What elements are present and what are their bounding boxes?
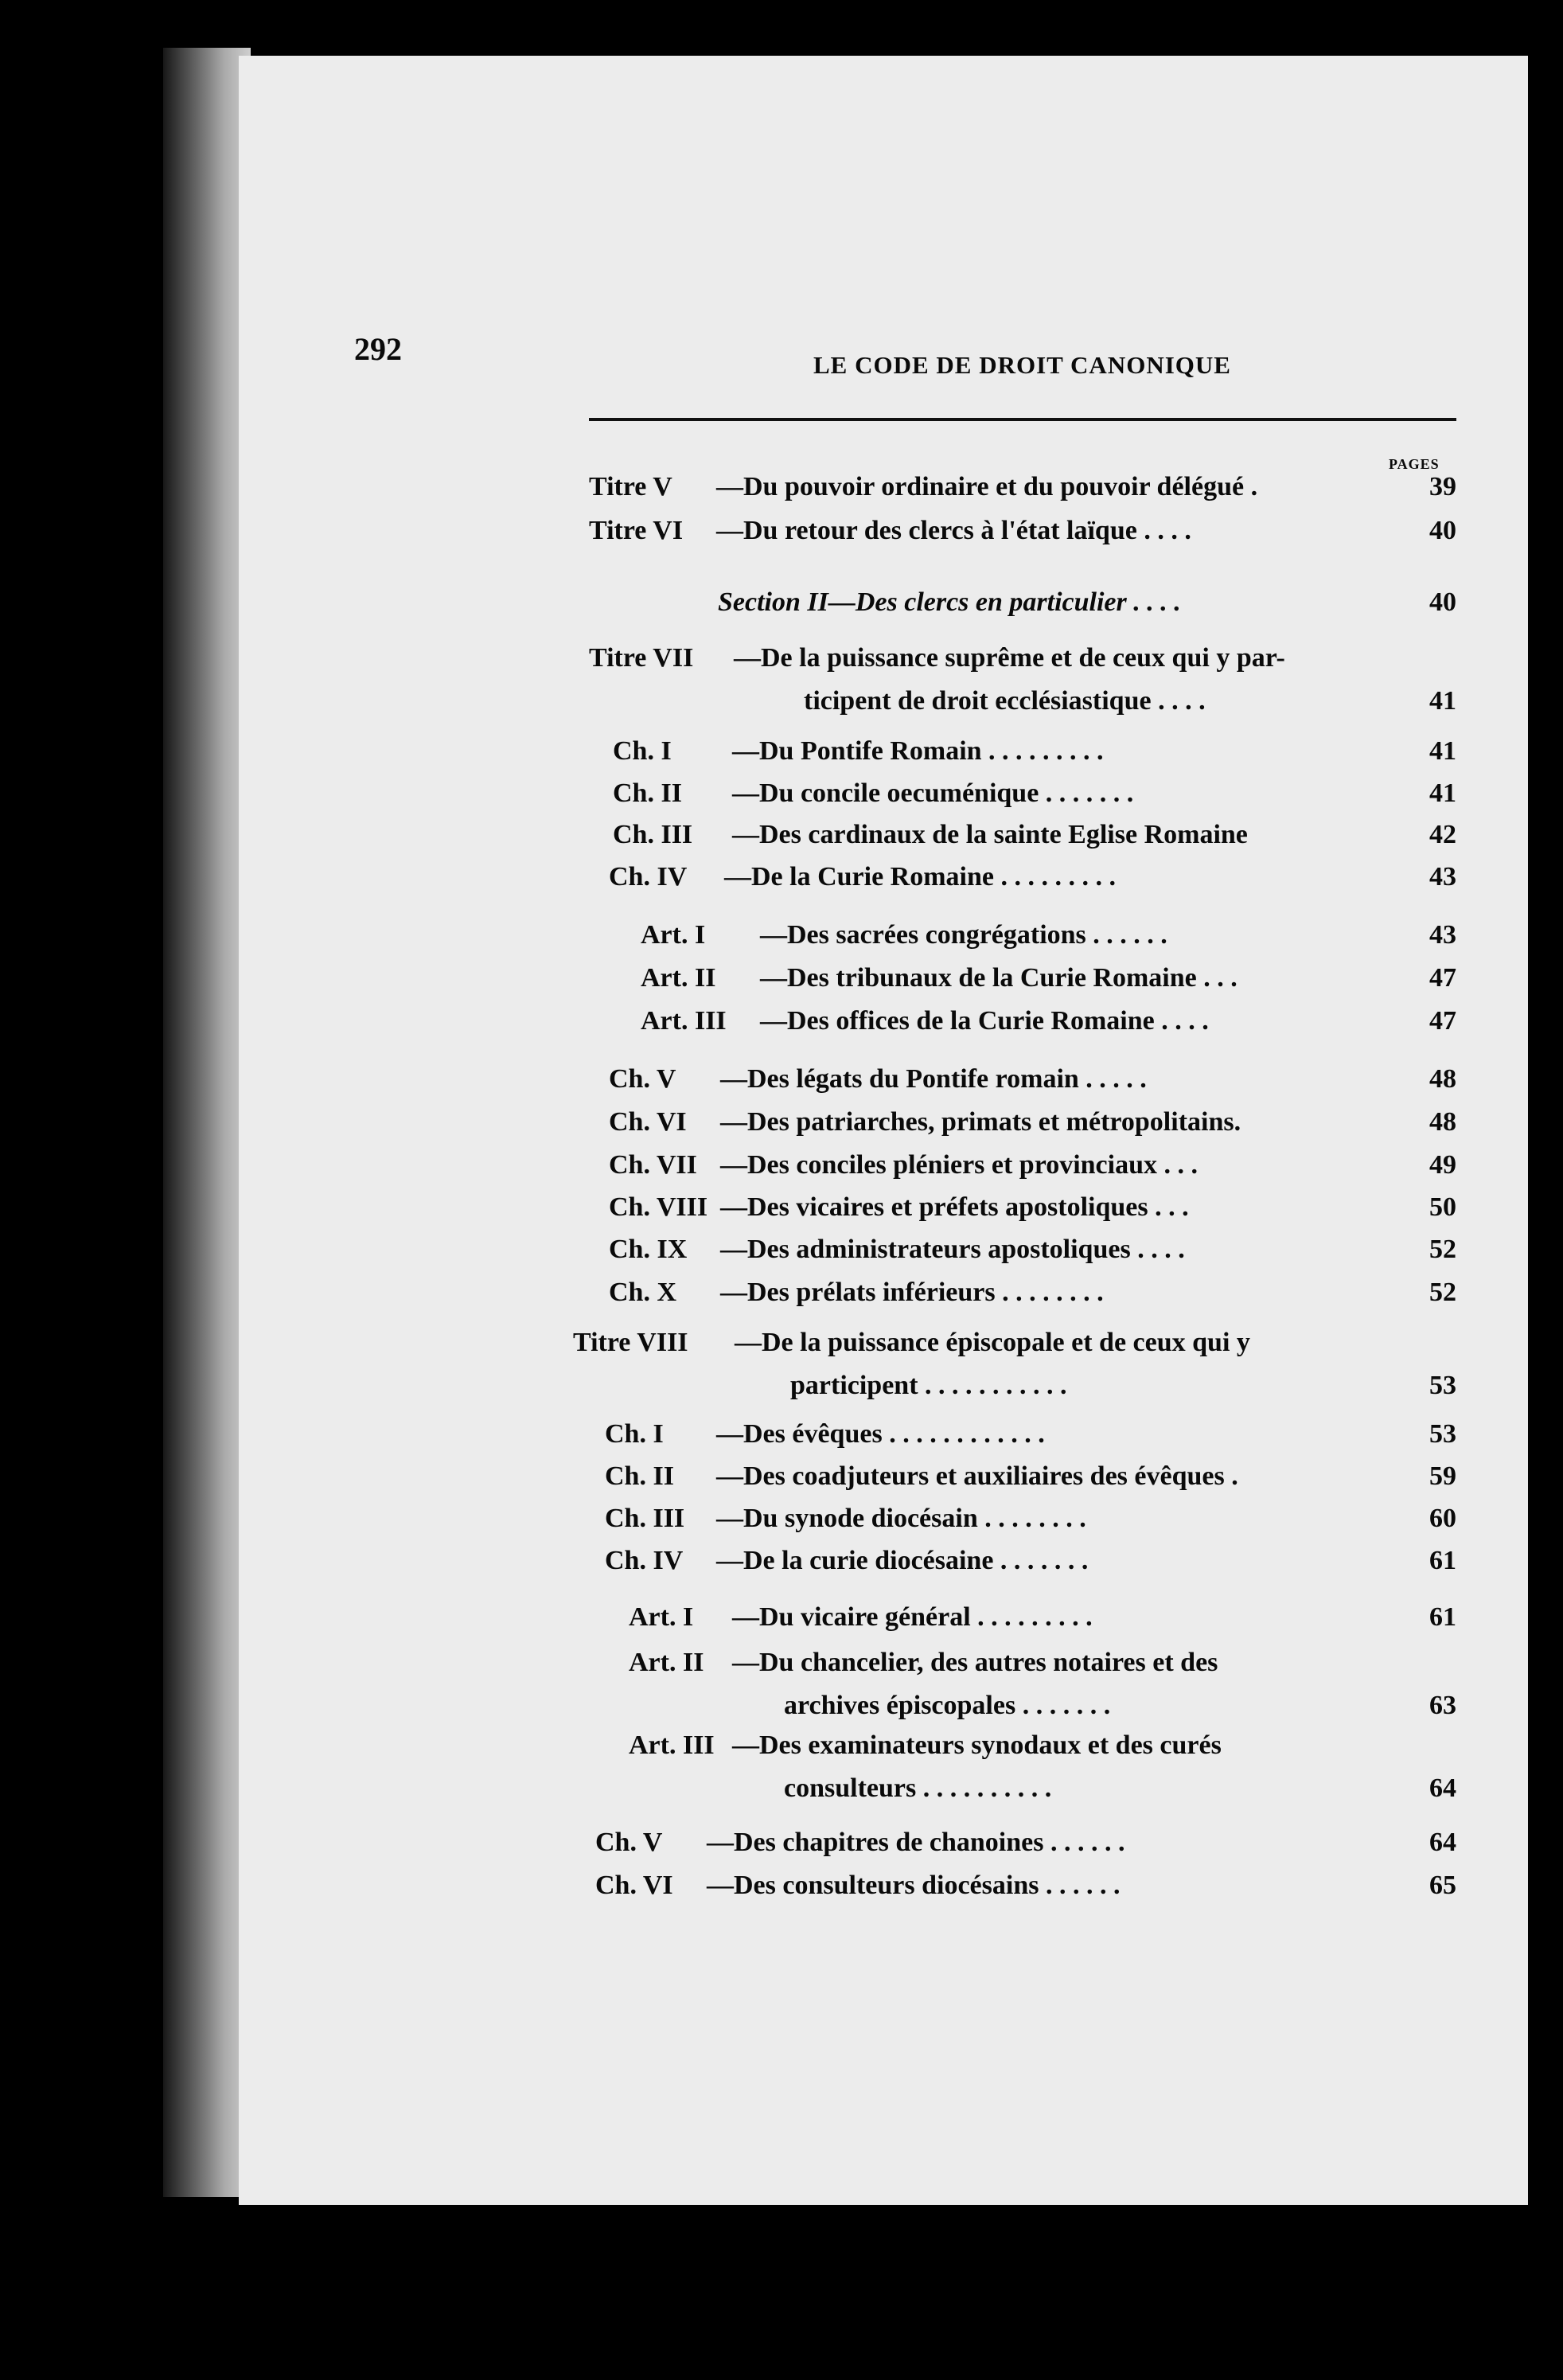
toc-entry (0, 637, 1456, 723)
toc-entry (0, 509, 1456, 552)
toc-entry-label: Ch. VII (609, 1150, 697, 1180)
toc-entry-label: Ch. V (595, 1828, 663, 1857)
toc-entry-page: 52 (1429, 1235, 1456, 1264)
toc-entry-label: Ch. X (609, 1278, 677, 1307)
toc-entry-page: 47 (1429, 1006, 1456, 1036)
toc-entry (0, 1724, 1456, 1810)
toc-entry-title: Section II—Des clercs en particulier . . . . (718, 587, 1181, 617)
toc-entry-label: Art. I (641, 920, 706, 950)
toc-entry (0, 581, 1456, 624)
toc-entry (0, 856, 1456, 899)
toc-entry-title-continued: participent . . . . . . . . . . . (790, 1371, 1067, 1400)
toc-entry (0, 1144, 1456, 1187)
toc-entry-title-continued: archives épiscopales . . . . . . . (784, 1691, 1111, 1720)
toc-entry-page: 48 (1429, 1107, 1456, 1137)
toc-entry-title: —Des chapitres de chanoines . . . . . . (707, 1828, 1125, 1857)
toc-entry-page: 47 (1429, 963, 1456, 993)
toc-entry-label: Ch. III (613, 820, 693, 849)
toc-entry-title: —Des administrateurs apostoliques . . . . (720, 1235, 1185, 1264)
toc-entry-page: 43 (1429, 920, 1456, 950)
toc-entry-title: —Des conciles pléniers et provinciaux . . . (720, 1150, 1198, 1180)
toc-entry (0, 1497, 1456, 1540)
toc-entry-title: —Du synode diocésain . . . . . . . . (716, 1504, 1086, 1533)
toc-entry-label: Art. I (629, 1602, 694, 1632)
toc-entry-page: 49 (1429, 1150, 1456, 1180)
toc-entry-label: Ch. I (613, 736, 672, 766)
toc-entry (0, 466, 1456, 509)
toc-entry-page: 40 (1429, 587, 1456, 617)
toc-entry (0, 914, 1456, 957)
toc-entry-title: —De la puissance suprême et de ceux qui y par- (734, 643, 1285, 673)
toc-entry (0, 957, 1456, 1000)
toc-entry (0, 1413, 1456, 1456)
toc-entry-title: —Du retour des clercs à l'état laïque . . . . (716, 516, 1191, 545)
toc-entry-page: 64 (1429, 1828, 1456, 1857)
toc-entry (0, 1058, 1456, 1101)
toc-entry-label: Titre VII (589, 643, 694, 673)
toc-entry-page: 41 (1429, 686, 1456, 716)
toc-entry-page: 53 (1429, 1371, 1456, 1400)
toc-entry (0, 1641, 1456, 1727)
toc-entry-page: 61 (1429, 1602, 1456, 1632)
toc-entry-title: —Des consulteurs diocésains . . . . . . (707, 1871, 1121, 1900)
toc-entry-label: Titre VI (589, 516, 684, 545)
toc-entry-title: —Du chancelier, des autres notaires et des (732, 1648, 1218, 1677)
toc-entry (0, 1864, 1456, 1907)
toc-entry-page: 52 (1429, 1278, 1456, 1307)
toc-entry-label: Ch. I (605, 1419, 664, 1449)
toc-entry-page: 42 (1429, 820, 1456, 849)
toc-entry-title: —Du pouvoir ordinaire et du pouvoir délégué . (716, 472, 1258, 501)
toc-entry-page: 41 (1429, 736, 1456, 766)
toc-entry-label: Ch. II (605, 1461, 674, 1491)
toc-entry-title: —Du Pontife Romain . . . . . . . . . (732, 736, 1104, 766)
toc-entry (0, 1271, 1456, 1314)
toc-entry (0, 1321, 1456, 1407)
toc-entry-title: —Des légats du Pontife romain . . . . . (720, 1064, 1147, 1094)
page-number: 292 (354, 331, 402, 367)
toc-entry-page: 53 (1429, 1419, 1456, 1449)
toc-entry-page: 63 (1429, 1691, 1456, 1720)
toc-entry-label: Titre VIII (573, 1328, 688, 1357)
toc-entry-title: —Des examinateurs synodaux et des curés (732, 1730, 1222, 1760)
toc-entry-label: Art. II (641, 963, 716, 993)
toc-entry (0, 1101, 1456, 1144)
toc-entry (0, 1539, 1456, 1582)
toc-entry-label: Ch. VIII (609, 1192, 708, 1222)
toc-entry-page: 40 (1429, 516, 1456, 545)
toc-entry-title-continued: consulteurs . . . . . . . . . . (784, 1773, 1052, 1803)
toc-entry-label: Ch. IV (605, 1546, 684, 1575)
toc-entry-label: Ch. V (609, 1064, 676, 1094)
toc-entry-title: —Des vicaires et préfets apostoliques . . . (720, 1192, 1189, 1222)
toc-entry-title: —Des offices de la Curie Romaine . . . . (760, 1006, 1209, 1036)
toc-entry-title: —Des sacrées congrégations . . . . . . (760, 920, 1167, 950)
toc-entry-page: 43 (1429, 862, 1456, 892)
toc-entry (0, 1228, 1456, 1271)
toc-entry-page: 61 (1429, 1546, 1456, 1575)
toc-entry-title: —Des prélats inférieurs . . . . . . . . (720, 1278, 1104, 1307)
toc-entry (0, 772, 1456, 815)
toc-entry (0, 813, 1456, 856)
toc-entry-page: 50 (1429, 1192, 1456, 1222)
toc-entry (0, 1455, 1456, 1498)
toc-entry-title: —Du concile oecuménique . . . . . . . (732, 778, 1134, 808)
toc-entry-title: —Des cardinaux de la sainte Eglise Romaine (732, 820, 1248, 849)
toc-entry (0, 730, 1456, 773)
toc-entry-label: Ch. III (605, 1504, 685, 1533)
toc-entry-label: Art. III (629, 1730, 715, 1760)
toc-entry-label: Ch. VI (595, 1871, 673, 1900)
toc-entry-title: —Des patriarches, primats et métropolitains. (720, 1107, 1241, 1137)
toc-entry-page: 59 (1429, 1461, 1456, 1491)
toc-entry (0, 1596, 1456, 1639)
toc-entry-title: —Des évêques . . . . . . . . . . . . (716, 1419, 1045, 1449)
toc-entry-page: 64 (1429, 1773, 1456, 1803)
toc-entry-title: —Des coadjuteurs et auxiliaires des évêques . (716, 1461, 1238, 1491)
toc-entry-page: 39 (1429, 472, 1456, 501)
toc-entry-title: —De la Curie Romaine . . . . . . . . . (724, 862, 1117, 892)
toc-entry-label: Ch. IV (609, 862, 688, 892)
toc-entry-label: Art. II (629, 1648, 704, 1677)
pages-column-label: PAGES (1389, 456, 1440, 472)
toc-entry (0, 1821, 1456, 1864)
toc-entry-page: 48 (1429, 1064, 1456, 1094)
toc-entry-label: Titre V (589, 472, 672, 501)
toc-entry-title: —Des tribunaux de la Curie Romaine . . . (760, 963, 1238, 993)
toc-entry-page: 41 (1429, 778, 1456, 808)
toc-entry-title: —Du vicaire général . . . . . . . . . (732, 1602, 1093, 1632)
toc-entry-label: Ch. VI (609, 1107, 687, 1137)
toc-entry (0, 1186, 1456, 1229)
toc-entry-page: 60 (1429, 1504, 1456, 1533)
toc-entry-title: —De la curie diocésaine . . . . . . . (716, 1546, 1089, 1575)
toc-entry-title: —De la puissance épiscopale et de ceux qui y (735, 1328, 1250, 1357)
toc-entry-page: 65 (1429, 1871, 1456, 1900)
toc-entry-label: Ch. II (613, 778, 682, 808)
toc-entry-title-continued: ticipent de droit ecclésiastique . . . . (804, 686, 1206, 716)
toc-entry (0, 1000, 1456, 1043)
toc-entry-label: Ch. IX (609, 1235, 688, 1264)
toc-entry-label: Art. III (641, 1006, 727, 1036)
running-head: LE CODE DE DROIT CANONIQUE (813, 351, 1231, 379)
